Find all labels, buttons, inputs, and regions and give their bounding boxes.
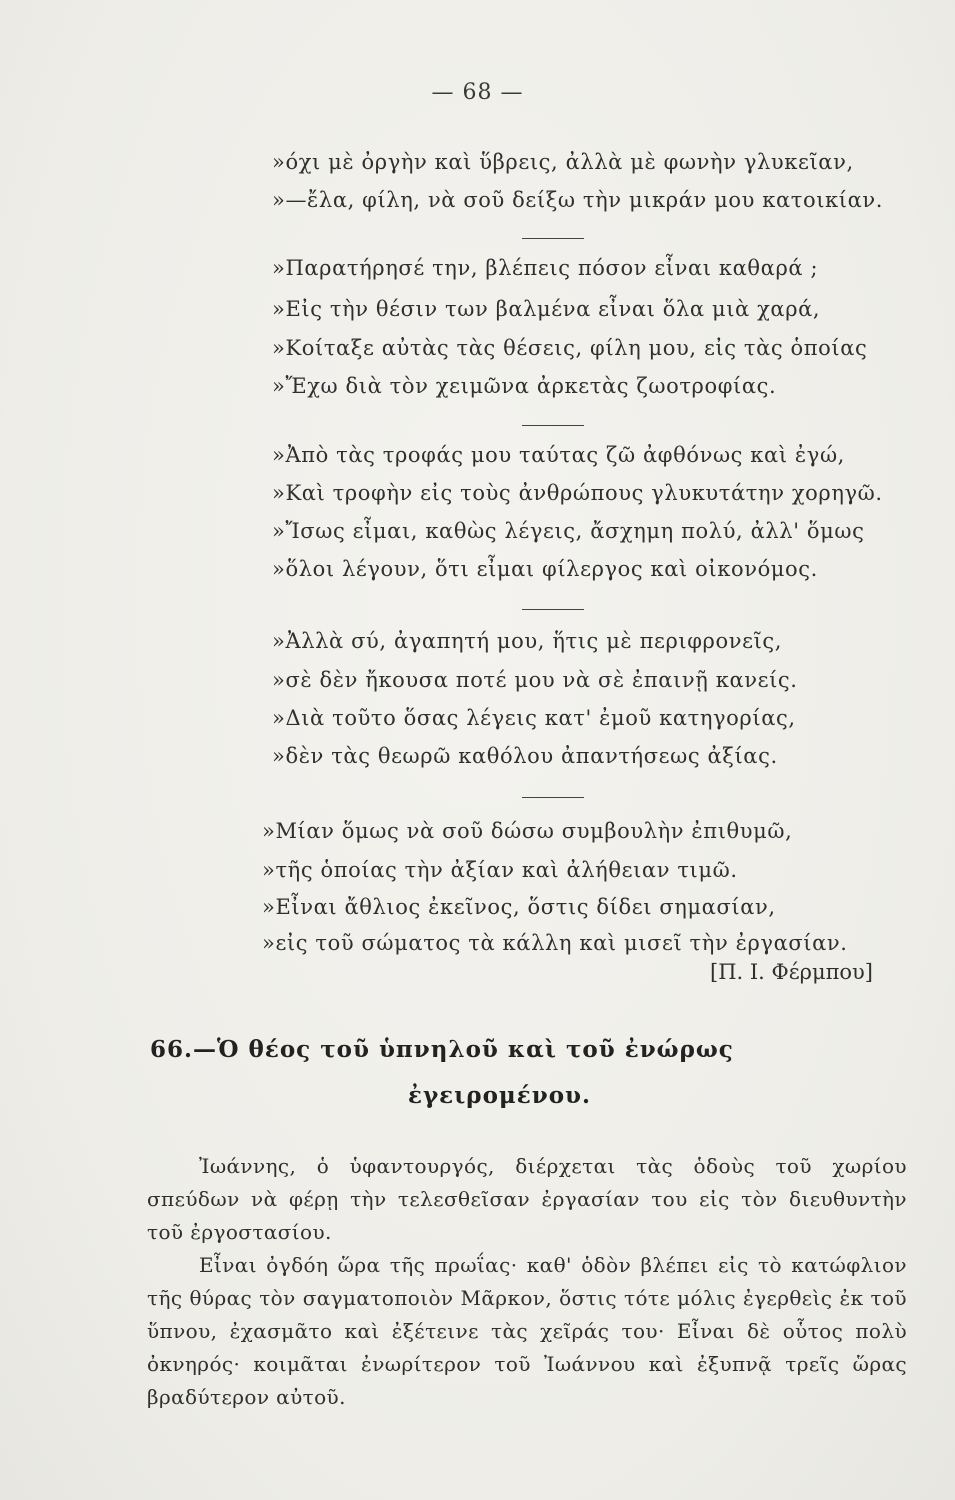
section-heading: 66.—Ὁ θέος τοῦ ὑπνηλοῦ καὶ τοῦ ἐνώρως bbox=[150, 1036, 734, 1063]
poem-line: »Ἴσως εἶμαι, καθὼς λέγεις, ἄσχημη πολύ, ἀλλ' ὅμως bbox=[272, 519, 865, 543]
poem-line: »Διὰ τοῦτο ὅσας λέγεις κατ' ἐμοῦ κατηγορίας, bbox=[272, 706, 796, 730]
poem-line: »Ἀπὸ τὰς τροφάς μου ταύτας ζῶ ἀφθόνως καὶ ἐγώ, bbox=[272, 443, 845, 467]
poem-line: »Παρατήρησέ την, βλέπεις πόσον εἶναι καθαρά ; bbox=[272, 256, 819, 280]
poem-line: »Ἔχω διὰ τὸν χειμῶνα ἀρκετὰς ζωοτροφίας. bbox=[272, 374, 777, 398]
poem-attribution: [Π. Ι. Φέρμπου] bbox=[710, 960, 873, 984]
poem-line: »Κοίταξε αὐτὰς τὰς θέσεις, φίλη μου, εἰς τὰς ὁποίας bbox=[272, 336, 868, 360]
paragraph: Ἰωάννης, ὁ ὑφαντουργός, διέρχεται τὰς ὁδοὺς τοῦ χωρίου σπεύδων νὰ φέρῃ τὴν τελεσθεῖσαν ἐργασίαν του εἰς τὸν διευθυντὴν τοῦ ἐργοστασίου. bbox=[147, 1154, 907, 1244]
poem-line: »Ἀλλὰ σύ, ἀγαπητή μου, ἥτις μὲ περιφρονεῖς, bbox=[272, 629, 783, 653]
poem-line: »Εἰς τὴν θέσιν των βαλμένα εἶναι ὅλα μιὰ χαρά, bbox=[272, 297, 821, 321]
section-heading-continued: ἐγειρομένου. bbox=[408, 1082, 591, 1109]
stanza-divider bbox=[522, 797, 584, 798]
poem-line: »τῆς ὁποίας τὴν ἀξίαν καὶ ἀλήθειαν τιμῶ. bbox=[262, 858, 738, 882]
poem-line: »Καὶ τροφὴν εἰς τοὺς ἀνθρώπους γλυκυτάτην χορηγῶ. bbox=[272, 481, 883, 505]
poem-line: »Μίαν ὅμως νὰ σοῦ δώσω συμβουλὴν ἐπιθυμῶ, bbox=[262, 819, 793, 843]
poem-line: »εἰς τοῦ σώματος τὰ κάλλη καὶ μισεῖ τὴν ἐργασίαν. bbox=[262, 931, 848, 955]
poem-line: »όχι μὲ ὀργὴν καὶ ὕβρεις, ἀλλὰ μὲ φωνὴν γλυκεῖαν, bbox=[272, 150, 854, 174]
stanza-divider bbox=[522, 425, 584, 426]
page-number: — 68 — bbox=[431, 80, 524, 105]
stanza-divider bbox=[522, 609, 584, 610]
stanza-divider bbox=[522, 238, 584, 239]
poem-line: »ὅλοι λέγουν, ὅτι εἶμαι φίλεργος καὶ οἰκονόμος. bbox=[272, 557, 818, 581]
poem-line: »σὲ δὲν ἤκουσα ποτέ μου νὰ σὲ ἐπαινῇ κανείς. bbox=[272, 668, 798, 692]
poem-line: »—ἔλα, φίλη, νὰ σοῦ δείξω τὴν μικράν μου κατοικίαν. bbox=[272, 188, 884, 212]
poem-line: »δὲν τὰς θεωρῶ καθόλου ἀπαντήσεως ἀξίας. bbox=[272, 744, 778, 768]
poem-line: »Εἶναι ἄθλιος ἐκεῖνος, ὅστις δίδει σημασίαν, bbox=[262, 895, 776, 919]
paragraph: Εἶναι ὀγδόη ὥρα τῆς πρωΐας· καθ' ὁδὸν βλέπει εἰς τὸ κατώφλιον τῆς θύρας τὸν σαγματοποιὸν Μᾶρκον, ὅστις τότε μόλις ἐγερθεὶς ἐκ τοῦ ὕπνου, ἐχασμᾶτο καὶ ἐξέτεινε τὰς χεῖράς του· Εἶναι δὲ οὗτος πολὺ ὀκνηρός· κοιμᾶται ἐνωρίτερον τοῦ Ἰωάννου καὶ ἐξυπνᾷ τρεῖς ὥρας βραδύτερον αὐτοῦ. bbox=[147, 1253, 907, 1409]
prose-body bbox=[147, 1150, 907, 1414]
